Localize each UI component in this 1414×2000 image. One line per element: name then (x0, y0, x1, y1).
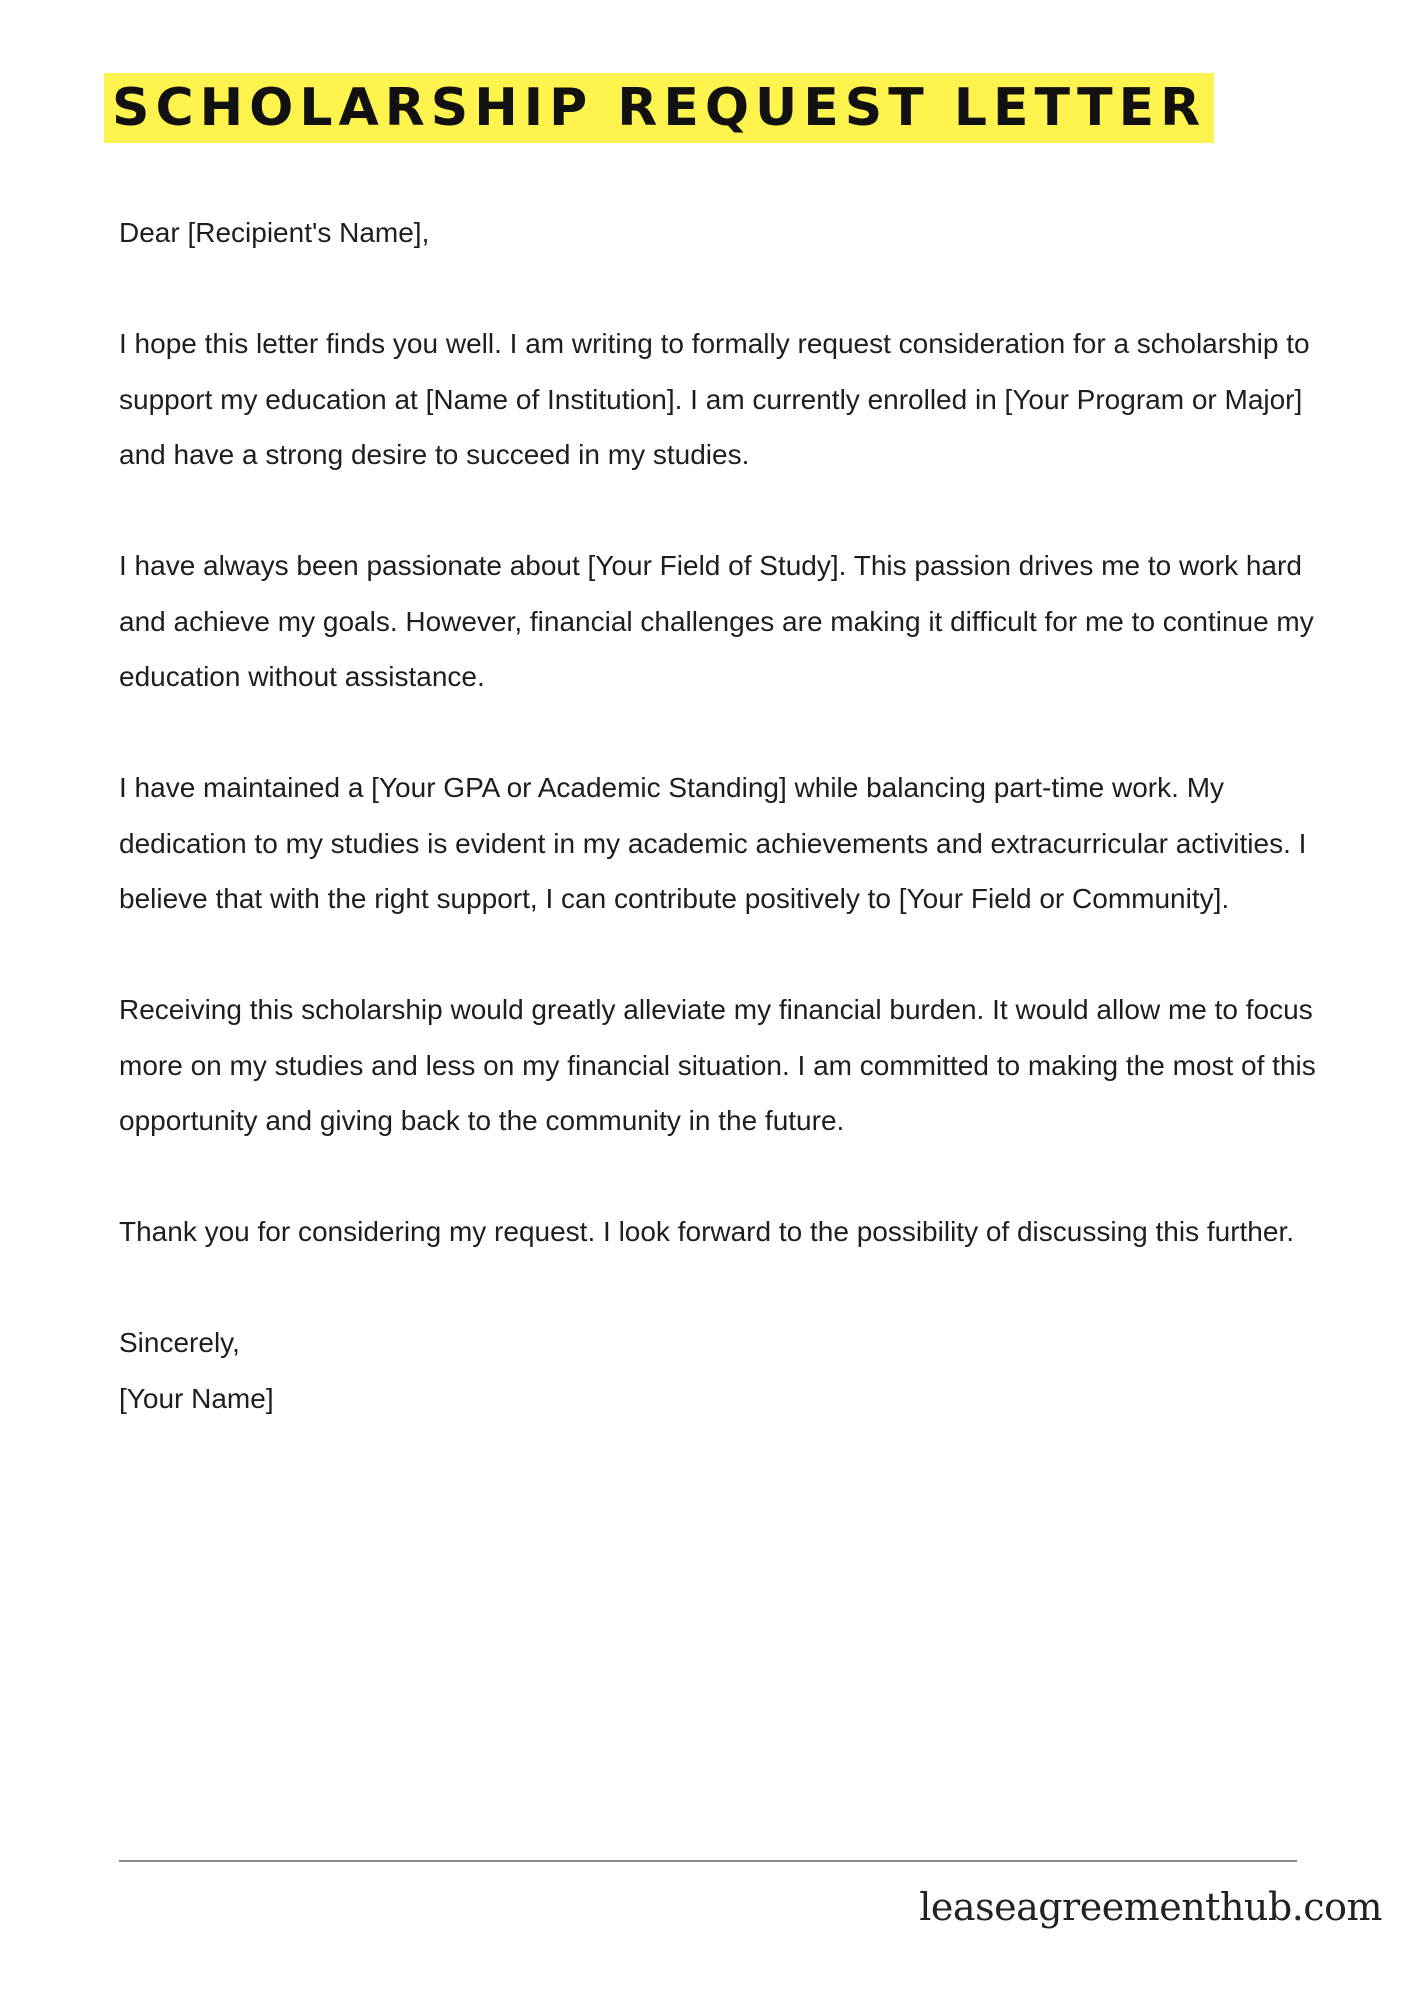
paragraph-4: Receiving this scholarship would greatly alleviate my financial burden. It would allow me to focus more on my studies and less on my financial situation. I am committed to making the most of this opportunity and giving back to the community in the future. (119, 994, 1316, 1136)
signature: [Your Name] (119, 1382, 274, 1414)
page-title: SCHOLARSHIP REQUEST LETTER (112, 78, 1207, 138)
footer-site: leaseagreementhub.com (919, 1885, 1382, 1929)
letter-body (119, 205, 1319, 1426)
paragraph-3: I have maintained a [Your GPA or Academic Standing] while balancing part-time work. My dedication to my studies is evident in my academic achievements and extracurricular activities. I believe that with the right support, I can contribute positively to [Your Field or Community]. (119, 772, 1307, 914)
footer-divider (119, 1860, 1297, 1862)
title-highlight (104, 73, 1214, 143)
paragraph-1: I hope this letter finds you well. I am writing to formally request consideration for a scholarship to support my education at [Name of Institution]. I am currently enrolled in [Your Program or Major] and have a strong desire to succeed in my studies. (119, 328, 1310, 470)
paragraph-2: I have always been passionate about [Your Field of Study]. This passion drives me to work hard and achieve my goals. However, financial challenges are making it difficult for me to continue my education without assistance. (119, 550, 1314, 692)
closing: Sincerely, (119, 1327, 240, 1358)
salutation: Dear [Recipient's Name], (119, 217, 430, 248)
paragraph-5: Thank you for considering my request. I look forward to the possibility of discussing this further. (119, 1216, 1295, 1247)
